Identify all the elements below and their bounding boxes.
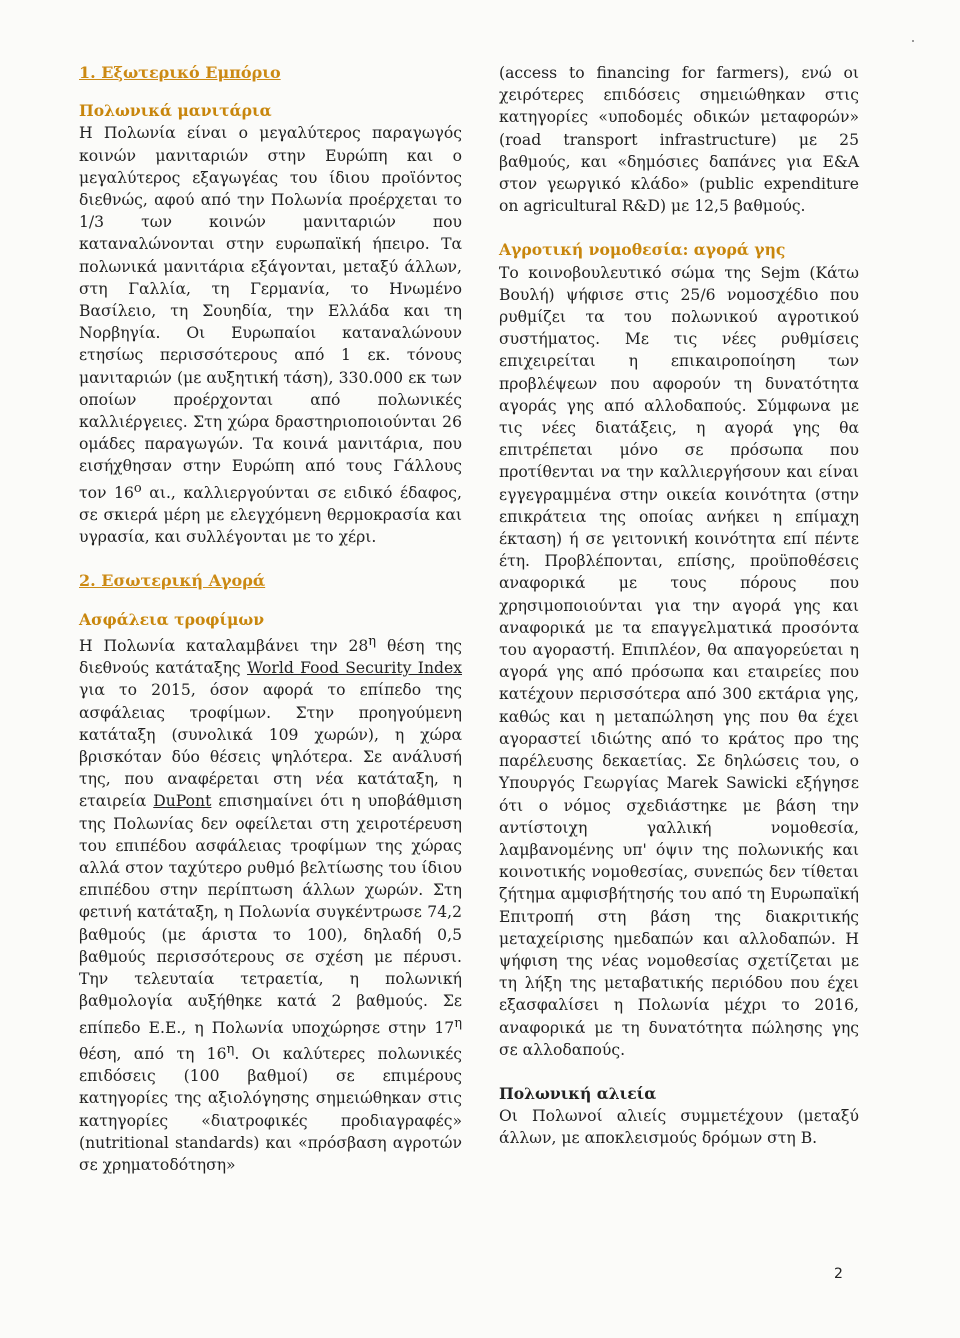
subheading-fisheries: Πολωνική αλιεία xyxy=(499,1083,657,1103)
paragraph-food-security: Η Πολωνία καταλαμβάνει την $28^\eta$ θέση της διεθνούς κατάταξης World Food Security Index για το 2015, όσον αφορά το επίπεδο της ασφάλειας τροφίμων. Στην προηγούμενη κατάταξη (συνολικά 109 χωρών), η χώρα βρισκόταν δύο θέσεις ψηλότερα. Σε ανάλυσή της, που αναφέρεται στη νέα κατάταξη, η εταιρεία DuPont επισημαίνει ότι η υποβάθμιση της Πολωνίας δεν οφείλεται στη χειροτέρευση του επιπέδου ασφάλειας τροφίμων της χώρας αλλά στον ταχύτερο ρυθμό βελτίωσης του ίδιου επιπέδου στην περίπτωση άλλων χωρών. Στη φετινή κατάταξη, η Πολωνία συγκέντρωσε 74,2 βαθμούς (με άριστα το 100), δηλαδή 0,5 βαθμούς περισσότερους σε σχέση με πέρυσι. Την τελευταία τετραετία, η πολωνική βαθμολογία αυξήθηκε κατά 2 βαθμούς. Σε επίπεδο Ε.Ε., η Πολωνία υποχώρησε στην $17^\eta$ θέση, από τη $16^\eta$. Οι καλύτερες πολωνικές επιδόσεις (100 βαθμοί) σε επιμέρους κατηγορίες της αξιολόγησης σημειώθηκαν στις κατηγορίες «διατροφικές προδιαγραφές» (nutritional standards) και «πρόσβαση αγροτών σε χρηματοδότηση» xyxy=(79,633,462,1175)
paragraph-continued: (access to financing for farmers), ενώ οι χειρότερες επιδόσεις σημειώθηκαν στις κατηγορίες «υποδομές οδικών μεταφορών» (road transport infrastructure) με 25 βαθμούς, και «δημόσιες δαπάνες για Ε&Α στον γεωργικό κλάδο» (public expenditure on agricultural R&D) με 12,5 βαθμούς. xyxy=(499,64,859,216)
section-title-internal-market: 2. Εσωτερική Αγορά xyxy=(79,571,266,591)
subheading-land-purchase: Αγροτική νομοθεσία: αγορά γης xyxy=(499,240,786,260)
section-title-external-trade: 1. Εξωτερικό Εμπόριο xyxy=(79,63,281,82)
subheading-food-security: Ασφάλεια τροφίμων xyxy=(79,609,265,629)
scan-speck xyxy=(912,40,914,42)
subheading-mushrooms: Πολωνικά μανιτάρια xyxy=(79,101,272,121)
right-column xyxy=(499,62,859,1150)
paragraph-mushrooms: Η Πολωνία είναι ο μεγαλύτερος παραγωγός κοινών μανιταριών στην Ευρώπη και ο μεγαλύτερος εξαγωγέας του ίδιου προϊόντος διεθνώς, αφού από την Πολωνία προέρχεται το 1/3 των κοινών μανιταριών που καταναλώνονται στην ευρωπαϊκή ήπειρο. Τα πολωνικά μανιτάρια εξάγονται, μεταξύ άλλων, στη Γαλλία, τη Γερμανία, το Ηνωμένο Βασίλειο, τη Σουηδία, την Ελλάδα και τη Νορβηγία. Οι Ευρωπαίοι καταναλώνουν ετησίως περισσότερους από 1 εκ. τόνους μανιταριών (με αυξητική τάση), 330.000 εκ των οποίων προέρχονται από πολωνικές καλλιέργειες. Στη χώρα δραστηριοποιούνται 26 ομάδες παραγωγών. Τα κοινά μανιτάρια, που εισήχθησαν στην Ευρώπη από τους Γάλλους τον $16^o$ αι., καλλιεργούνται σε ειδικό έδαφος, σε σκιερά μέρη με ελεγχόμενη θερμοκρασία και υγρασία, και συλλέγονται με το χέρι. xyxy=(79,124,462,547)
paragraph-land-purchase: Το κοινοβουλευτικό σώμα της Sejm (Κάτω Βουλή) ψήφισε στις 25/6 νομοσχέδιο που ρυθμίζει τα του πολωνικού αγροτικού συστήματος. Με τις νέες ρυθμίσεις επιχειρείται η επικαιροποίηση των προβλέψεων που αφορούν τη δυνατότητα αγοράς γης από αλλοδαπούς. Σύμφωνα με τις νέες διατάξεις, η αγορά γης θα επιτρέπεται μόνο σε πρόσωπα που προτίθενται να την καλλιεργήσουν και είναι εγγεγραμμένα στην οικεία κοινότητα (στην επικράτεια της οποίας ανήκει η επίμαχη έκταση) ή σε γειτονική κοινότητα επί πέντε έτη. Προβλέπονται, επίσης, προϋποθέσεις αναφορικά με τους πόρους που χρησιμοποιούνται για την αγορά γης και αναφορικά με τα επαγγελματικά προσόντα του αγοραστή. Επιπλέον, θα απαγορεύεται η αγορά γης από πρόσωπα και εταιρείες που κατέχουν περισσότερα από 300 εκτάρια γης, καθώς και η μεταπώληση γης που θα έχει αγοραστεί ιδιώτης από το κράτος προ της παρέλευσης δεκαετίας. Σε δηλώσεις του, ο Υπουργός Γεωργίας Marek Sawicki εξήγησε ότι ο νόμος σχεδιάστηκε με βάση την αντίστοιχη γαλλική νομοθεσία, λαμβανομένης υπ' όψιν της πολωνικής και κοινοτικής νομοθεσίας, συνεπώς δεν τίθεται ζήτημα αμφισβήτησής του από τη Ευρωπαϊκή Επιτροπή στη βάση της διακριτικής μεταχείρισης ημεδαπών και αλλοδαπών. Η ψήφιση της νέας νομοθεσίας σχετίζεται με τη λήξη της μεταβατικής περιόδου που έχει εξασφαλίσει η Πολωνία μέχρι το 2016, αναφορικά με τη δυνατότητα πώλησης γης σε αλλοδαπούς. xyxy=(499,263,859,1059)
link-world-food-security-index[interactable]: World Food Security Index xyxy=(247,659,462,678)
page-number: 2 xyxy=(834,1266,843,1282)
left-column xyxy=(79,62,462,1176)
paragraph-fisheries: Οι Πολωνοί αλιείς συμμετέχουν (μεταξύ άλλων, με αποκλεισμούς δρόμων στη Β. xyxy=(499,1107,859,1148)
link-dupont[interactable]: DuPont xyxy=(153,792,212,811)
